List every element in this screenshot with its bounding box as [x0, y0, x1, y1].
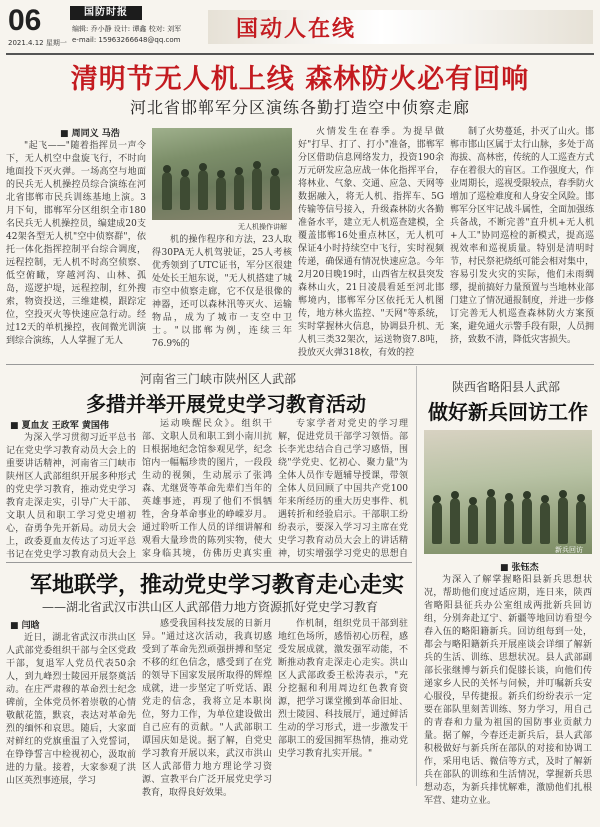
article4-subtitle: ——湖北省武汉市洪山区人武部借力地方资源抓好党史学习教育	[42, 600, 379, 614]
article3-body: 为深入了解掌握略阳县新兵思想状况，帮助他们度过适应期，连日来，陕西省略阳县征兵办公室组成两批新兵回访组，分别奔赴辽宁、新疆等地回访看望今春入伍的略阳籍新兵。回访组每到一处，都会与略阳籍新兵开展座谈会详细了解新兵的生活、训练、思想状况。县人武部副部长张继博与新兵们促膝长谈，向他们传递家乡人民的关怀与问候，并叮嘱新兵安心服役，早传捷报。新兵们纷纷表示一定要在部队里刻苦训练、努力学习，用自己的青春和力量为祖国的国防事业贡献力量。据了解，今春还走新兵后，县人武部积极做好与新兵所在部队的对接和协调工作，采用电话、微信等方式，及时了解新兵在部队的训练和生活情况，掌握新兵思想动态，为新兵排忧解难，激励他们扎根军营、建功立业。	[424, 575, 592, 806]
page-number: 06	[8, 4, 42, 37]
issue-date: 2021.4.12 星期一	[8, 39, 67, 47]
article1-title: 清明节无人机上线 森林防火必有回响	[70, 64, 530, 95]
article3-title: 做好新兵回访工作	[428, 400, 588, 424]
article1-byline: ■ 周同义 马浩	[60, 129, 120, 139]
article4-byline: ■ 闫晗	[10, 621, 40, 631]
article3-kicker: 陕西省略阳县人武部	[452, 380, 561, 394]
article2-col3: 专家学者对党史的学习理解，促进党员干部学习领悟。部长李光忠结合自己学习感悟，围绕"学党史、忆初心、聚力量"为全体人员作专题辅导授课，带领全体人员回顾了中国共产党100年来所经历的重大历史事件、机遇转折和经验启示。干部职工纷纷表示，要深入学习习主席在党史学习教育动员大会上的讲话精神，切实增强学习党史的思想自	[278, 419, 408, 559]
article1-col3: 火情发生在春季。为提早做好"打早、打了、打小"准备，邯郸军分区借助信息网络发力，投资190余万元研发应急应战一体化指挥平台，将林业、气象、交通、应急、天网等数据融入，将无人机、指挥车、5G传输等信号接入，升级森林防火各勤准备水平，建立无人机巡查建模，全覆盖邯郸16处重点林区，无人机可保证4小时持续空中飞行，实时视频传递，确保通有情况快速应急。今年2月20日晚19时，山西省左权县突发森林山火，21日凌晨看延至河北邯郸境内，邯郸军分区依托无人机图传，地方林火监控、"天网"等系统，实时掌握林火信息，协调县升机、无人机三类32架次，运送物资7.8吨，投放灭火弹318枚，有效的控	[298, 127, 444, 358]
article4-col2: 感受我国科技发展的日新月异。"通过这次活动，我真切感受到了革命先烈顽强拼搏和坚定不移的红色信念，感受到了在党的领导下国家发展所取得的辉煌成就，进一步坚定了听党话、跟党走的信念，我将立足本职岗位，努力工作，为单位建设做出自己应有的贡献。"人武部职工谭国庆如是说。据了解，自党史学习教育开展以来，武汉市洪山区人武部借力地方理论学习资源、宣教平台广泛开展党史学习教育，取得良好效果。	[142, 619, 272, 798]
article2-kicker: 河南省三门峡市陕州区人武部	[140, 372, 297, 386]
newspaper-logo: 国防时报	[70, 6, 142, 20]
article1-subtitle: 河北省邯郸军分区演练各勤打造空中侦察走廊	[130, 98, 471, 117]
article2-byline: ■ 夏血友 王政军 黄国伟	[10, 421, 109, 431]
article3-byline: ■ 张钰杰	[500, 563, 539, 573]
article2-title: 多措并举开展党史学习教育活动	[86, 392, 366, 416]
article2-col1: 为深入学习贯彻习近平总书记在党史学习教育动员大会上的重要讲话精神，河南省三门峡市陕州区人武部组织开展多种形式的党史学习教育，推动党史学习教育走深走实，引导广大干部、文职人员和职工学习党史增初心，奋勇争先开新局。动员大会上，政委夏血友传达了习近平总书记在党史学习教育动员大会上	[6, 433, 136, 560]
header-rule	[6, 53, 594, 55]
editor-email: e-mail: 15963266648@qq.com	[72, 36, 181, 44]
article4-col3: 作机制，组织党员干部到驻地红色场所，感悟初心历程，感受发展成就，激发强军动能，不断推动教育走深走心走实。洪山区人武部政委王松涛表示，"充分挖掘和利用周边红色教育资源，把学习课堂搬到革命旧址、烈士陵园、科技展厅，通过鲜活生动的学习形式，进一步激发干部职工的爱国拥军热情，推动党史学习教育扎实开展。"	[278, 619, 408, 759]
divider-1	[6, 364, 594, 365]
article2-col2: 运动唤醒民众》。组织干部、文职人员和职工到小南川抗日根据地纪念馆参观见学，纪念馆内一幅幅珍贵的图片，一段段生动的视频，生动展示了张鸿森、尤继贤等革命先辈们当年的英雄事迹，再现了他们不惧牺牲，舍身革命事业的峥嵘岁月。通过聆听工作人员的详细讲解和观看大量珍贵的陈列实物，使大家身临其境，仿佛历史真实重	[142, 419, 272, 559]
article3-photo	[424, 430, 592, 554]
article1-col4: 制了火势蔓延，扑灭了山火。邯郸市邯山区属于太行山脉，多处于高海拔、高林密，传统的人工巡查方式存在着很大的盲区。工作强度大，作业周期长，巡视受限较点，春季防火增加了巡检难度和人身安全风险。邯郸军分区牢记战斗属性，全面加强练兵备战，不断完善"直升机+无人机+人工"协同巡检的新模式，提高巡视效率和巡视质量。特别是清明时节，村民祭祀烧纸可能会相对集中，容易引发火灾的实际，他们未雨绸缪，提前搞好力量预置与当地林业部门建立了情况通报制度，并进一步修订完善无人机巡查森林防火方案预案，避免通火示警手段有限，人员拥挤，致数不清，降低灾害损失。	[450, 127, 594, 345]
divider-vertical	[416, 366, 417, 786]
article3-photo-caption: 新兵回访	[555, 546, 583, 554]
article1-photo	[152, 128, 292, 220]
article4-title: 军地联学，推动党史学习教育走心走实	[30, 573, 405, 598]
section-title: 国动人在线	[236, 17, 357, 42]
divider-2	[6, 562, 412, 563]
article1-col2: 机的操作程序和方法，23人取得30PA无人机驾驶证，25人考核优秀领到了UTC证书，军分区很建处处长王旭东说，"无人机搭建了城市空中侦察走廊，它不仅是很像的神器，还可以森林汛等灭火、运输物品，成为了城市一支空中卫士。"以邯郸为例，连续三年76.9%的	[152, 235, 292, 349]
editor-line: 编辑: 乔小静 设计: 谭鑫 校对: 刘军	[72, 25, 182, 33]
article1-col1: "起飞——"随着指挥员一声令下，无人机空中盘旋飞行，不时向地面投下灭火弹。一场高空与地面的民兵无人机操控员综合演练在河北省邯郸市民兵训练基地上演。3月下旬，邯郸军分区组织全市180名民兵无人机操控员，编建成20支42架各型无人机"空中侦察群"，依托一体化指挥控制平台综合调度，远程控制，无人机不时高空侦察、低空俯瞰，穿越河沟、山林、孤岛，巡逻护堤，远程控制，红外搜索，物资投送，三维建模，跟踪定位，空投灭火等快速应急行动。经过12天的单机操控，夜间微光训演到综合演练，人人掌握了无人	[6, 141, 146, 346]
article1-photo-caption: 无人机操作讲解	[238, 223, 287, 231]
article4-col1: 近日，湖北省武汉市洪山区人武部党委组织干部与全区党政干部，复退军人党员代表50余人，到九峰烈士陵园开展祭奠活动。在庄严肃穆的革命烈士纪念碑前，全体党员怀着崇敬的心情敬献花篮，默哀，表达对革命先烈的缅怀和哀思。随后，大家面对鲜红的党旗重温了入党誓词，在铮铮誓言中检视初心，汲取前进的力量。接着，大家参观了洪山区英烈事迹展，学习	[6, 633, 136, 786]
